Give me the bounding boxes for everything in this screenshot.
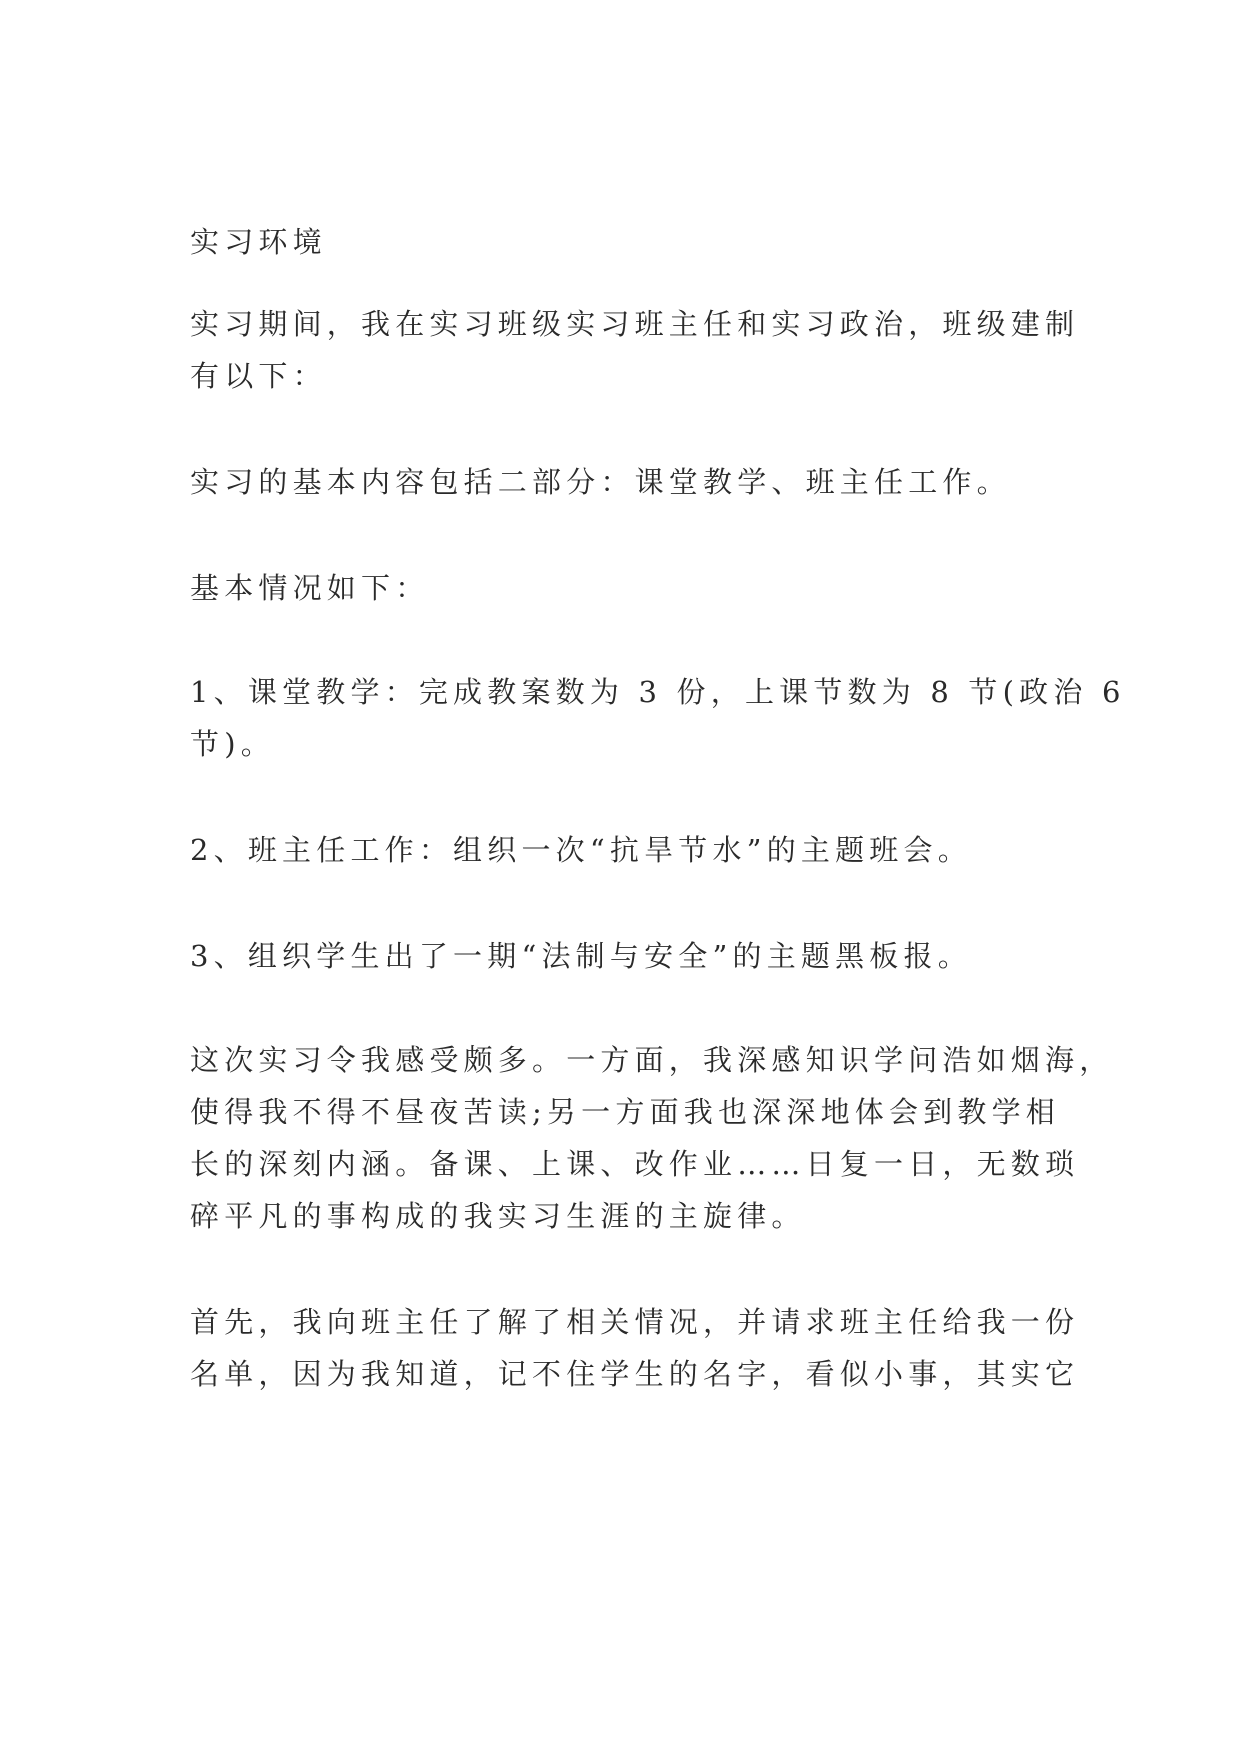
paragraph-line: 节)。: [190, 727, 275, 761]
paragraph-line: 名单，因为我知道，记不住学生的名字，看似小事，其实它: [190, 1357, 1080, 1391]
paragraph-line: 实习的基本内容包括二部分：课堂教学、班主任工作。: [190, 465, 1011, 499]
paragraph-line: 长的深刻内涵。备课、上课、改作业……日复一日，无数琐: [190, 1147, 1080, 1181]
paragraph-reflection: [190, 1034, 1114, 1242]
paragraph-line: 基本情况如下：: [190, 571, 430, 605]
paragraph-first-steps: [190, 1296, 1080, 1400]
paragraph-line: 碎平凡的事构成的我实习生涯的主旋律。: [190, 1199, 806, 1233]
paragraph-line: 3、组织学生出了一期“法制与安全”的主题黑板报。: [190, 939, 972, 973]
paragraph-line: 1、课堂教学：完成教案数为 3 份，上课节数为 8 节(政治 6: [190, 675, 1126, 709]
paragraph-line: 这次实习令我感受颇多。一方面，我深感知识学问浩如烟海，: [190, 1043, 1114, 1077]
list-item-blackboard-newspaper: [190, 930, 1060, 982]
paragraph-line: 实习期间，我在实习班级实习班主任和实习政治，班级建制: [190, 307, 1080, 341]
paragraph-line: 2、班主任工作：组织一次“抗旱节水”的主题班会。: [190, 833, 972, 867]
list-item-class-teacher-work: [190, 824, 1060, 876]
paragraph-internship-period: [190, 298, 1080, 402]
paragraph-line: 首先，我向班主任了解了相关情况，并请求班主任给我一份: [190, 1305, 1080, 1339]
paragraph-line: 有以下：: [190, 359, 327, 393]
paragraph-line: 使得我不得不昼夜苦读;另一方面我也深深地体会到教学相: [190, 1095, 1060, 1129]
paragraph-basic-content: [190, 456, 1060, 508]
paragraph-basic-situation: [190, 562, 1060, 614]
list-item-classroom-teaching: [190, 666, 1126, 770]
heading-text: 实习环境: [190, 225, 327, 259]
section-heading: [190, 216, 1060, 268]
